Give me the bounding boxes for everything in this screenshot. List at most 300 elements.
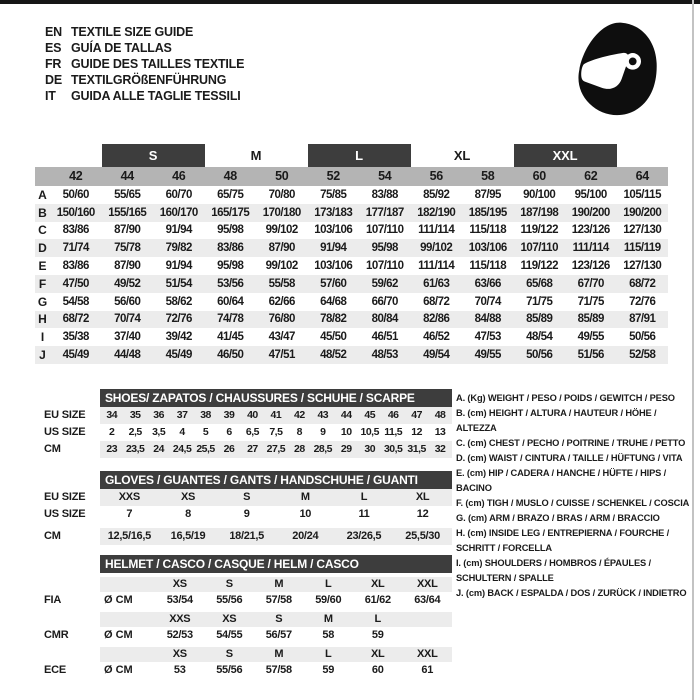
helmet-size-label: S: [225, 648, 233, 660]
shoes-cm-row: [35, 441, 452, 458]
size-cell: 107/110: [520, 242, 558, 255]
fia-size-list: [155, 577, 452, 592]
size-cell: 51/56: [577, 349, 604, 362]
helmet-size-label: M: [274, 578, 284, 590]
shoe-size-cell: 44: [340, 409, 352, 421]
shoes-us-row: [35, 424, 452, 441]
helmet-size-value: 55/56: [216, 664, 243, 676]
glove-size-cell: S: [243, 491, 251, 503]
helmet-size-label: XL: [371, 578, 385, 590]
size-cell: 64/68: [320, 295, 347, 308]
helmet-size-value: 59: [322, 664, 335, 676]
ece-value-list: [155, 662, 452, 679]
size-cell: 187/198: [520, 206, 559, 219]
top-border-bar: [0, 0, 700, 4]
size-column-header: 62: [584, 169, 598, 183]
shoe-size-cell: 46: [387, 409, 399, 421]
helmet-size-value: 58: [322, 629, 335, 641]
helmet-size-label: M: [323, 613, 333, 625]
size-cell: 127/130: [623, 260, 662, 273]
size-cell: 63/66: [474, 277, 501, 290]
size-cell: 45/49: [165, 349, 192, 362]
helmet-size-section: [35, 555, 452, 679]
shoe-size-cell: 10: [340, 426, 352, 438]
language-code: DE: [45, 73, 62, 87]
size-cell: 47/51: [268, 349, 295, 362]
row-letter: J: [39, 348, 46, 363]
size-cell: 83/86: [62, 260, 89, 273]
size-column-header: 42: [69, 169, 83, 183]
glove-size-cell: XS: [180, 491, 196, 503]
fia-values-row: [35, 592, 452, 609]
size-table-row: [35, 257, 668, 275]
helmet-size-value: 59/60: [315, 594, 342, 606]
diameter-cm-label: Ø CM: [104, 594, 133, 606]
helmet-size-value: 61: [421, 664, 434, 676]
shoe-size-cell: 39: [223, 409, 235, 421]
glove-size-cell: 20/24: [292, 530, 319, 542]
size-cell: 41/45: [217, 331, 244, 344]
size-table-row: [35, 204, 668, 222]
fia-size-labels: [100, 577, 452, 592]
helmet-size-label: S: [225, 578, 233, 590]
size-cell: 95/98: [371, 242, 398, 255]
size-cell: 182/190: [417, 206, 456, 219]
glove-size-cell: 25,5/30: [405, 530, 440, 542]
size-cell: 76/80: [268, 313, 295, 326]
shoe-size-cell: 42: [294, 409, 305, 421]
size-cell: 91/94: [320, 242, 347, 255]
size-cell: 54/58: [62, 295, 89, 308]
size-cell: 84/88: [474, 313, 501, 326]
legend-item: I. (cm) SHOULDERS / HOMBROS / ÉPAULES / SCHULTERN / SPALLE: [456, 558, 651, 583]
shoe-size-cell: 28,5: [313, 443, 333, 455]
shoes-size-section: [35, 389, 452, 458]
legend-item: H. (cm) INSIDE LEG / ENTREPIERNA / FOURCHE / SCHRITT / FORCELLA: [456, 528, 670, 553]
size-cell: 115/118: [469, 224, 507, 237]
glove-size-cell: 23/26,5: [346, 530, 382, 542]
size-band-l: L: [308, 144, 411, 167]
size-cell: 62/66: [268, 295, 295, 308]
size-cell: 66/70: [371, 295, 398, 308]
shoe-size-cell: 24: [153, 443, 164, 455]
size-column-header: 56: [429, 169, 443, 183]
shoe-size-cell: 11,5: [384, 426, 403, 438]
size-cell: 45/49: [62, 349, 89, 362]
helmet-size-label: XXL: [417, 578, 438, 590]
guide-title: TEXTILGRÖßENFÜHRUNG: [71, 73, 227, 87]
size-table-row: [35, 239, 668, 257]
legend-item: J. (cm) BACK / ESPALDA / DOS / ZURÜCK / INDIETRO: [456, 588, 687, 598]
cmr-values: [100, 627, 452, 644]
size-column-header: 64: [635, 169, 649, 183]
shoe-size-cell: 30,5: [383, 443, 403, 455]
helmet-size-label: XS: [172, 578, 187, 590]
size-column-header: 54: [378, 169, 392, 183]
size-cell: 177/187: [365, 206, 404, 219]
size-cell: 55/65: [114, 188, 141, 201]
helmet-size-value: 59: [371, 629, 384, 641]
size-cell: 95/98: [217, 260, 244, 273]
size-cell: 83/86: [217, 242, 244, 255]
size-table-row: [35, 293, 668, 311]
language-code: FR: [45, 57, 62, 71]
diameter-cm-label: Ø CM: [104, 664, 133, 676]
racing-helmet-icon: [572, 18, 664, 124]
spacer: [100, 577, 155, 592]
glove-size-cell: 10: [299, 508, 312, 520]
shoe-size-cell: 7,5: [269, 426, 283, 438]
helmet-size-label: XXS: [169, 613, 191, 625]
size-cell: 49/54: [423, 349, 450, 362]
size-cell: 103/106: [468, 242, 507, 255]
fia-values: [100, 592, 452, 609]
legend-item: F. (cm) TIGH / MUSLO / CUISSE / SCHENKEL / COSCIA: [456, 498, 690, 508]
helmet-size-value: 54/55: [216, 629, 243, 641]
helmet-size-value: 55/56: [216, 594, 243, 606]
shoe-size-cell: 8: [296, 426, 303, 438]
helmet-size-value: 53: [173, 664, 186, 676]
shoe-size-cell: 40: [247, 409, 258, 421]
size-column-header: 58: [481, 169, 495, 183]
size-cell: 87/95: [474, 188, 501, 201]
size-cell: 111/114: [418, 260, 455, 273]
size-band-s: S: [102, 144, 205, 167]
language-code: IT: [45, 89, 56, 103]
size-cell: 185/195: [468, 206, 507, 219]
textile-size-table: [35, 144, 668, 364]
legend-item: A. (Kg) WEIGHT / PESO / POIDS / GEWITCH / PESO: [456, 393, 675, 403]
shoes-cm-values: [100, 441, 452, 458]
language-title-list: [45, 24, 244, 104]
legend-item: D. (cm) WAIST / CINTURA / TAILLE / HÜFTUNG / VITA: [456, 453, 683, 463]
size-cell: 85/89: [577, 313, 604, 326]
shoes-eu-values: [100, 407, 452, 424]
helmet-size-label: XXL: [417, 648, 438, 660]
gloves-eu-label: EU SIZE: [44, 491, 86, 503]
size-cell: 74/78: [217, 313, 244, 326]
shoe-size-cell: 23,5: [125, 443, 145, 455]
language-code: EN: [45, 25, 62, 39]
language-code: ES: [45, 41, 62, 55]
size-cell: 123/126: [571, 260, 610, 273]
cmr-standard-label: CMR: [44, 629, 69, 641]
size-cell: 50/56: [526, 349, 553, 362]
size-column-header: 48: [223, 169, 237, 183]
ece-size-header-row: [35, 647, 452, 662]
gloves-eu-values: [100, 489, 452, 506]
helmet-size-value: 57/58: [265, 664, 292, 676]
guide-title: TEXTILE SIZE GUIDE: [71, 25, 194, 39]
size-cell: 49/55: [474, 349, 501, 362]
helmet-size-value: 52/53: [166, 629, 193, 641]
size-cell: 46/51: [371, 331, 398, 344]
helmet-size-value: 63/64: [414, 594, 441, 606]
shoe-size-cell: 10,5: [360, 426, 379, 438]
shoe-size-cell: 3,5: [152, 426, 166, 438]
size-cell: 59/62: [371, 277, 398, 290]
size-cell: 68/72: [62, 313, 89, 326]
row-letter: C: [38, 223, 47, 238]
size-column-header: 60: [532, 169, 546, 183]
size-cell: 35/38: [62, 331, 89, 344]
size-cell: 99/102: [265, 224, 298, 237]
row-letter: F: [38, 276, 47, 291]
gloves-cm-row: [35, 528, 452, 545]
size-cell: 49/55: [577, 331, 604, 344]
shoe-size-cell: 45: [364, 409, 376, 421]
size-cell: 90/100: [523, 188, 556, 201]
size-cell: 87/90: [114, 224, 141, 237]
glove-size-cell: XXS: [118, 491, 140, 503]
ece-standard-label: ECE: [44, 664, 67, 676]
size-band-xl: XL: [453, 148, 471, 163]
size-cell: 78/82: [320, 313, 347, 326]
shoe-size-cell: 25,5: [196, 443, 215, 455]
size-table-row: [35, 328, 668, 346]
language-row: [45, 72, 244, 88]
size-cell: 80/84: [371, 313, 398, 326]
helmet-size-value: 61/62: [364, 594, 391, 606]
size-cell: 173/183: [314, 206, 353, 219]
size-cell: 83/88: [371, 188, 398, 201]
size-cell: 107/110: [366, 260, 404, 273]
size-band-row: [102, 144, 669, 167]
helmet-size-label: S: [275, 613, 283, 625]
size-cell: 43/47: [268, 331, 295, 344]
size-cell: 61/63: [423, 277, 450, 290]
shoe-size-cell: 23: [106, 443, 118, 455]
language-row: [45, 24, 244, 40]
helmet-size-label: L: [374, 613, 381, 625]
measurement-legend: [456, 391, 694, 601]
size-cell: 85/92: [423, 188, 450, 201]
shoe-size-cell: 37: [176, 409, 188, 421]
size-cell: 75/85: [320, 188, 347, 201]
helmet-size-value: 53/54: [166, 594, 193, 606]
helmet-size-value: 57/58: [265, 594, 292, 606]
shoe-size-cell: 9: [320, 426, 326, 438]
spacer: [35, 577, 100, 592]
spacer: [35, 612, 100, 627]
row-letter: I: [40, 330, 45, 345]
ece-values: [100, 662, 452, 679]
size-cell: 68/72: [423, 295, 450, 308]
size-cell: 46/52: [423, 331, 450, 344]
size-cell: 71/75: [526, 295, 553, 308]
size-cell: 39/42: [165, 331, 192, 344]
ece-size-list: [155, 647, 452, 662]
shoe-size-cell: 43: [317, 409, 329, 421]
size-cell: 67/70: [577, 277, 604, 290]
size-column-header: 44: [120, 169, 134, 183]
glove-size-cell: M: [300, 491, 310, 503]
size-band-xxl: XXL: [514, 144, 617, 167]
size-cell: 47/53: [474, 331, 501, 344]
size-cell: 105/115: [623, 188, 661, 201]
cmr-size-header-row: [35, 612, 452, 627]
gloves-us-values: [100, 506, 452, 523]
guide-title: GUIDA ALLE TAGLIE TESSILI: [71, 89, 241, 103]
helmet-size-label: XL: [371, 648, 385, 660]
size-table-row: [35, 346, 668, 364]
ece-size-labels: [100, 647, 452, 662]
size-cell: 82/86: [423, 313, 450, 326]
size-cell: 165/175: [211, 206, 250, 219]
diameter-cm-label: Ø CM: [104, 629, 133, 641]
legend-item: B. (cm) HEIGHT / ALTURA / HAUTEUR / HÖHE / ALTEZZA: [456, 408, 657, 433]
size-table-row: [35, 275, 668, 293]
size-band-m: M: [250, 148, 262, 163]
shoes-section-title: SHOES/ ZAPATOS / CHAUSSURES / SCHUHE / SCARPE: [100, 389, 452, 407]
size-cell: 91/94: [165, 224, 192, 237]
size-cell: 95/98: [217, 224, 244, 237]
spacer: [35, 647, 100, 662]
size-cell: 85/89: [526, 313, 553, 326]
row-letter: G: [37, 294, 48, 309]
size-cell: 68/72: [629, 277, 656, 290]
glove-size-cell: 7: [126, 508, 133, 520]
shoe-size-cell: 26: [223, 443, 235, 455]
size-cell: 83/86: [62, 224, 89, 237]
size-cell: 37/40: [114, 331, 141, 344]
size-cell: 119/122: [520, 260, 558, 273]
size-cell: 72/76: [629, 295, 656, 308]
shoe-size-cell: 34: [106, 409, 118, 421]
size-cell: 50/60: [62, 188, 89, 201]
glove-size-cell: L: [360, 491, 368, 503]
size-cell: 160/170: [159, 206, 198, 219]
size-cell: 58/62: [165, 295, 192, 308]
size-cell: 87/90: [268, 242, 295, 255]
size-column-header: 52: [326, 169, 340, 183]
glove-size-cell: 8: [185, 508, 191, 520]
size-cell: 111/114: [418, 224, 455, 237]
language-row: [45, 56, 244, 72]
size-cell: 150/160: [56, 206, 95, 219]
legend-item: E. (cm) HIP / CADERA / HANCHE / HÜFTE / HIPS / BACINO: [456, 468, 667, 493]
shoe-size-cell: 13: [434, 426, 446, 438]
gloves-eu-row: [35, 489, 452, 506]
size-cell: 115/118: [469, 260, 507, 273]
shoe-size-cell: 41: [270, 409, 282, 421]
guide-title: GUÍA DE TALLAS: [71, 41, 172, 55]
gloves-section-title: GLOVES / GUANTES / GANTS / HANDSCHUHE / GUANTI: [100, 471, 452, 489]
shoe-size-cell: 2: [109, 426, 115, 438]
shoe-size-cell: 48: [434, 409, 446, 421]
shoes-us-label: US SIZE: [44, 426, 86, 438]
size-table-row: [35, 311, 668, 329]
spacer: [100, 647, 155, 662]
ece-values-row: [35, 662, 452, 679]
gloves-us-label: US SIZE: [44, 508, 86, 520]
glove-size-cell: 16,5/19: [170, 530, 206, 542]
fia-standard-label: FIA: [44, 594, 62, 606]
shoe-size-cell: 5: [202, 426, 209, 438]
gloves-us-row: [35, 506, 452, 523]
helmet-size-label: L: [325, 578, 332, 590]
helmet-size-label: M: [274, 648, 284, 660]
size-cell: 65/68: [526, 277, 553, 290]
size-cell: 70/74: [114, 313, 141, 326]
size-cell: 70/80: [268, 188, 295, 201]
size-cell: 95/100: [574, 188, 607, 201]
cmr-values-row: [35, 627, 452, 644]
size-cell: 170/180: [262, 206, 301, 219]
size-cell: 53/56: [217, 277, 244, 290]
size-cell: 115/119: [623, 242, 661, 255]
size-column-header: 46: [172, 169, 186, 183]
shoe-size-cell: 29: [340, 443, 352, 455]
gloves-cm-label: CM: [44, 530, 61, 542]
size-cell: 119/122: [520, 224, 558, 237]
size-cell: 99/102: [265, 260, 298, 273]
row-letter: B: [38, 205, 47, 220]
fia-size-header-row: [35, 577, 452, 592]
size-cell: 190/200: [623, 206, 662, 219]
shoe-size-cell: 28: [294, 443, 305, 455]
size-cell: 103/106: [314, 260, 353, 273]
size-cell: 48/52: [320, 349, 347, 362]
glove-size-cell: XL: [415, 491, 430, 503]
size-cell: 107/110: [366, 224, 404, 237]
shoes-eu-label: EU SIZE: [44, 409, 86, 421]
size-cell: 57/60: [320, 277, 347, 290]
shoes-us-values: [100, 424, 452, 441]
helmet-size-label: L: [325, 648, 332, 660]
size-cell: 60/70: [165, 188, 192, 201]
shoe-size-cell: 6,5: [245, 426, 259, 438]
shoe-size-cell: 6: [226, 426, 232, 438]
size-cell: 87/90: [114, 260, 141, 273]
shoe-size-cell: 35: [129, 409, 141, 421]
language-row: [45, 88, 244, 104]
size-cell: 47/50: [62, 277, 89, 290]
size-cell: 60/64: [217, 295, 244, 308]
glove-size-cell: 12: [416, 508, 429, 520]
size-cell: 49/52: [114, 277, 141, 290]
size-cell: 56/60: [114, 295, 141, 308]
helmet-size-label: XS: [172, 648, 187, 660]
row-letter: H: [38, 312, 47, 327]
shoe-size-cell: 30: [364, 443, 376, 455]
glove-size-cell: 11: [358, 508, 370, 520]
size-cell: 127/130: [623, 224, 662, 237]
legend-item: G. (cm) ARM / BRAZO / BRAS / ARM / BRACCIO: [456, 513, 660, 523]
size-cell: 44/48: [114, 349, 141, 362]
size-cell: 71/74: [62, 242, 89, 255]
shoe-size-cell: 27: [247, 443, 258, 455]
size-column-header-row: [35, 167, 668, 186]
size-cell: 71/75: [577, 295, 604, 308]
shoe-size-cell: 2,5: [128, 426, 142, 438]
size-cell: 65/75: [217, 188, 244, 201]
size-column-header: 50: [275, 169, 289, 183]
gloves-cm-values: [100, 528, 452, 545]
size-cell: 48/54: [526, 331, 553, 344]
size-cell: 51/54: [165, 277, 192, 290]
size-cell: 55/58: [268, 277, 295, 290]
size-cell: 70/74: [474, 295, 501, 308]
shoe-size-cell: 38: [200, 409, 211, 421]
shoe-size-cell: 36: [153, 409, 164, 421]
size-cell: 52/58: [629, 349, 656, 362]
glove-size-cell: 9: [243, 508, 250, 520]
row-letter: A: [38, 187, 47, 202]
size-cell: 111/114: [572, 242, 609, 255]
gloves-size-section: [35, 471, 452, 545]
row-letter: D: [38, 241, 47, 256]
